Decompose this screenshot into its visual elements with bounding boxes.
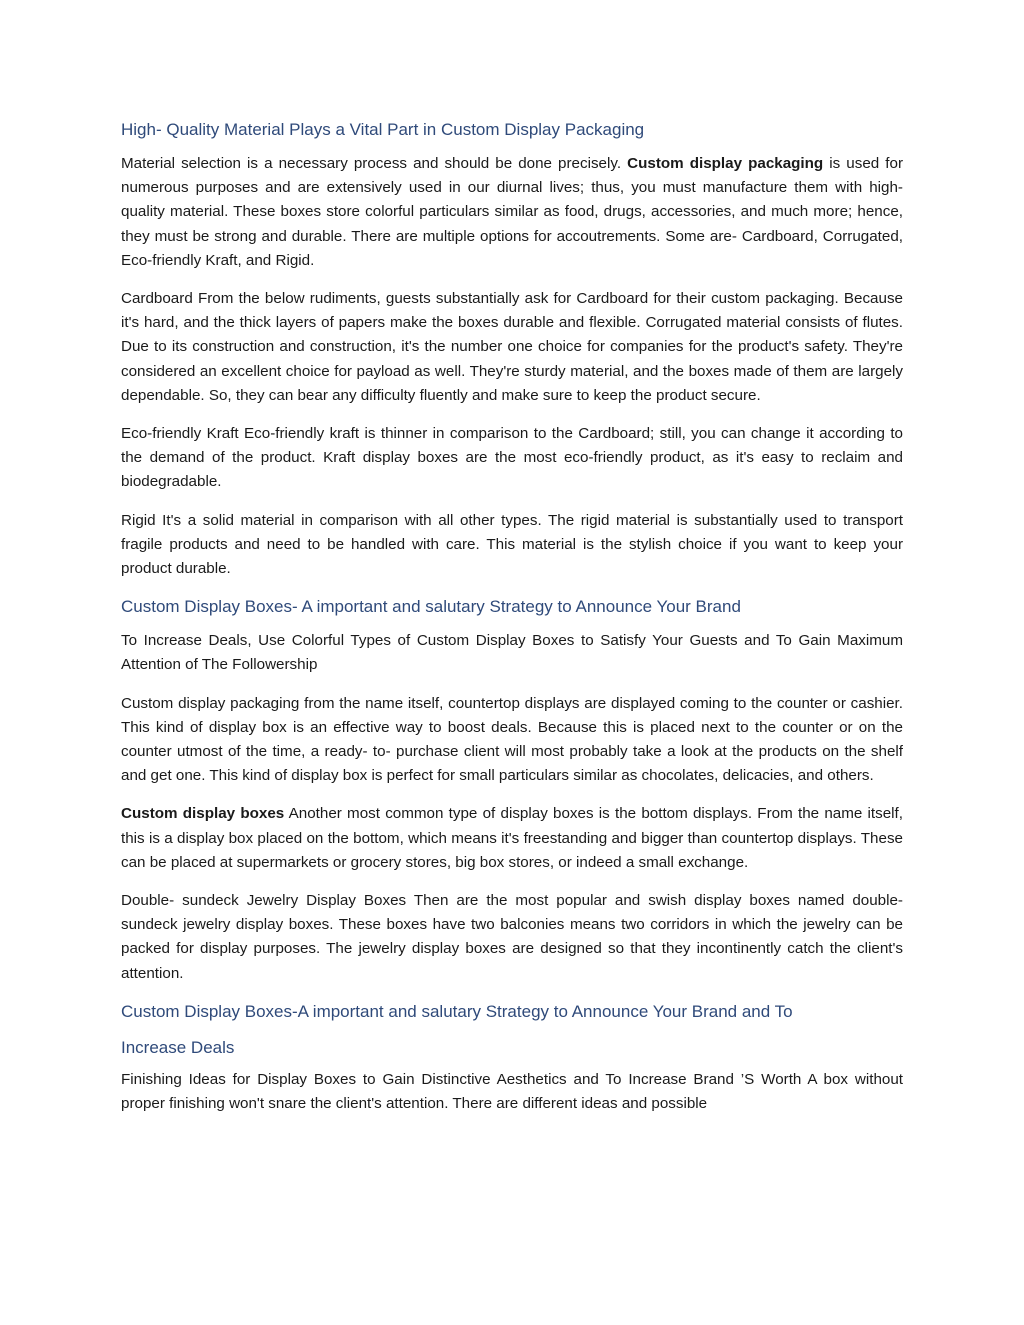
paragraph-material-selection — [121, 152, 903, 273]
paragraph-text: Another most common type of display boxes is the bottom displays. From the name itself, this is a display box placed on the bottom, which means it's freestanding and bigger than countertop displays. These can be placed at supermarkets or grocery stores, big box stores, or indeed a small exchange. — [121, 805, 903, 871]
section-heading-finishing-line1: Custom Display Boxes-A important and salutary Strategy to Announce Your Brand and To — [121, 1001, 793, 1021]
paragraph-cardboard: Cardboard From the below rudiments, guests substantially ask for Cardboard for their custom packaging. Because it's hard, and the thick layers of papers make the boxes durable and flexible. Corrugated material consists of flutes. Due to its construction and construction, it's the number one choice for companies for the product's safety. They're considered an excellent choice for payload as well. They're sturdy material, and the boxes made of them are largely dependable. So, they can bear any difficulty fluently and make sure to keep the product secure. — [121, 290, 903, 404]
paragraph-jewelry-display-boxes: Double- sundeck Jewelry Display Boxes Then are the most popular and swish display boxes named double- sundeck jewelry display boxes. These boxes have two balconies means two corridors in which the jewelry can be packed for display purposes. The jewelry display boxes are designed so that they incontinently catch the client's attention. — [121, 892, 903, 982]
document-page — [121, 118, 903, 1130]
paragraph-bottom-displays — [121, 802, 903, 875]
section-heading-finishing-line2: Increase Deals — [121, 1037, 235, 1057]
paragraph-text: Material selection is a necessary process and should be done precisely. — [121, 155, 628, 172]
paragraph-eco-friendly-kraft: Eco-friendly Kraft Eco-friendly kraft is thinner in comparison to the Cardboard; still, you can change it according to the demand of the product. Kraft display boxes are the most eco-friendly product, as it's easy to reclaim and biodegradable. — [121, 425, 903, 491]
paragraph-rigid: Rigid It's a solid material in comparison with all other types. The rigid material is substantially used to transport fragile products and need to be handled with care. This material is the stylish choice if you want to keep your product durable. — [121, 511, 903, 578]
paragraph-countertop-displays: Custom display packaging from the name itself, countertop displays are displayed coming to the counter or cashier. This kind of display box is an effective way to boost deals. Because this is placed next to the counter or on the counter utmost of the time, a ready- to- purchase client will most probably take a look at the products on the shelf and get one. This kind of display box is perfect for small particulars similar as chocolates, delicacies, and others. — [121, 694, 903, 785]
paragraph-finishing-ideas: Finishing Ideas for Display Boxes to Gain Distinctive Aesthetics and To Increase Brand ’S Worth A box without proper finishing won't snare the client's attention. There are different ideas and possible — [121, 1070, 903, 1113]
paragraph-text: is used for numerous purposes and are extensively used in our diurnal lives; thus, you must manufacture them with high- quality material. These boxes store colorful particulars similar as food, drugs, accessories, and much more; hence, they must be strong and durable. There are multiple options for accoutrements. Some are- Cardboard, Corrugated, Eco-friendly Kraft, and Rigid. — [121, 155, 903, 269]
bold-phrase-custom-display-boxes: Custom display boxes — [121, 805, 285, 823]
bold-phrase-custom-display-packaging: Custom display packaging — [627, 155, 824, 172]
section-heading-strategy: Custom Display Boxes- A important and salutary Strategy to Announce Your Brand — [121, 597, 741, 617]
section-heading-material: High- Quality Material Plays a Vital Part in Custom Display Packaging — [121, 120, 645, 139]
paragraph-increase-deals: To Increase Deals, Use Colorful Types of Custom Display Boxes to Satisfy Your Guests and To Gain Maximum Attention of The Followership — [121, 632, 903, 674]
